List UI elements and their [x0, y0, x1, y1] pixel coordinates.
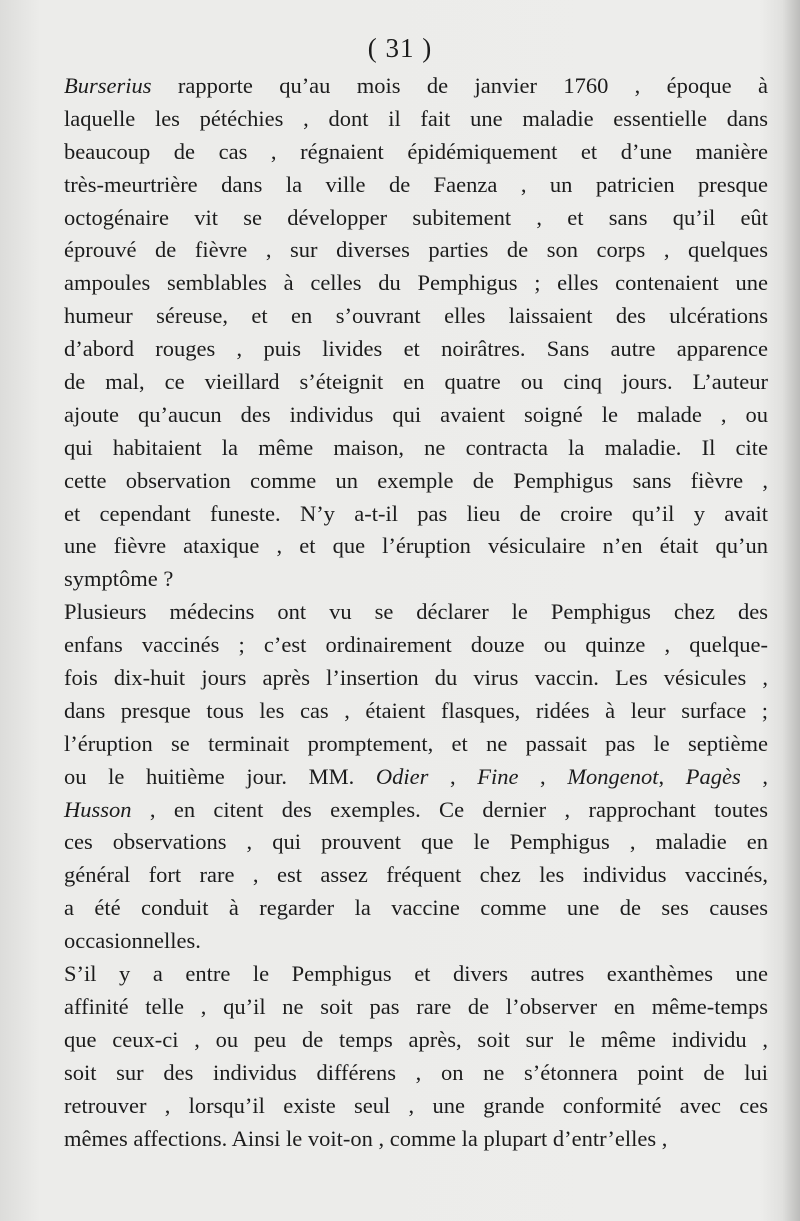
text-line	[64, 761, 768, 794]
page-number: ( 31 )	[367, 33, 433, 63]
text-segment: laquelle les pétéchies , dont il fait une maladie essentielle dans	[64, 105, 768, 131]
text-segment: mêmes affections. Ainsi le voit-on , comme la plupart d’entr’elles ,	[64, 1125, 668, 1151]
italic-name: Mongenot	[567, 763, 659, 789]
text-segment: éprouvé de fièvre , sur diverses parties de son corps , quelques	[64, 237, 768, 263]
text-segment: Plusieurs médecins ont vu se déclarer le Pemphigus chez des	[64, 599, 768, 625]
text-line	[64, 892, 768, 925]
text-segment: l’éruption se terminait promptement, et ne passait pas le septième	[64, 730, 768, 756]
italic-name: Pagès	[685, 763, 741, 789]
text-segment: occasionnelles.	[64, 928, 201, 954]
text-segment: ,	[740, 763, 769, 789]
text-line	[64, 958, 768, 991]
text-segment: enfans vaccinés ; c’est ordinairement douze ou quinze , quelque-	[64, 632, 768, 658]
italic-name: Burserius	[64, 73, 152, 98]
text-line	[64, 366, 768, 399]
text-line	[64, 136, 768, 169]
text-segment: et cependant funeste. N’y a-t-il pas lieu de croire qu’il y avait	[64, 500, 768, 526]
text-line	[64, 202, 768, 235]
text-line	[64, 267, 768, 300]
text-line	[64, 859, 768, 892]
text-segment: ,	[428, 763, 478, 789]
text-segment: ces observations , qui prouvent que le Pemphigus , maladie en	[64, 829, 768, 855]
text-segment: ,	[658, 763, 686, 789]
text-line	[64, 103, 768, 136]
text-line	[64, 991, 768, 1024]
text-segment: d’abord rouges , puis livides et noirâtres. Sans autre apparence	[64, 336, 768, 362]
text-segment: retrouver , lorsqu’il existe seul , une grande conformité avec ces	[64, 1092, 768, 1118]
text-segment: une fièvre ataxique , et que l’éruption vésiculaire n’en était qu’un	[64, 533, 768, 559]
text-segment: affinité telle , qu’il ne soit pas rare de l’observer en même-temps	[64, 993, 768, 1019]
text-line	[64, 1057, 768, 1090]
text-segment: a été conduit à regarder la vaccine comme une de ses causes	[64, 895, 768, 921]
italic-name: Fine	[477, 763, 519, 789]
text-segment: général fort rare , est assez fréquent chez les individus vaccinés,	[64, 862, 768, 888]
paragraph-3	[64, 958, 768, 1155]
text-line	[64, 169, 768, 202]
text-line	[64, 695, 768, 728]
text-line	[64, 498, 768, 531]
text-line	[64, 563, 768, 596]
text-line	[64, 333, 768, 366]
text-segment: ajoute qu’aucun des individus qui avaient soigné le malade , ou	[64, 401, 768, 427]
text-line	[64, 925, 768, 958]
text-segment: de mal, ce vieillard s’éteignit en quatre ou cinq jours. L’auteur	[64, 369, 768, 395]
text-segment: soit sur des individus différens , on ne s’étonnera point de lui	[64, 1059, 768, 1085]
text-segment: humeur séreuse, et en s’ouvrant elles laissaient des ulcérations	[64, 303, 768, 329]
text-line	[64, 629, 768, 662]
text-line	[64, 70, 768, 103]
text-line	[64, 662, 768, 695]
text-segment: dans presque tous les cas , étaient flasques, ridées à leur surface ;	[64, 697, 768, 723]
text-line	[64, 1090, 768, 1123]
text-line	[64, 826, 768, 859]
text-line	[64, 1024, 768, 1057]
text-segment: rapporte qu’au mois de janvier 1760 , époque à	[151, 73, 768, 98]
text-segment: très-meurtrière dans la ville de Faenza , un patricien presque	[64, 171, 768, 197]
paragraph-2	[64, 596, 768, 958]
text-line	[64, 234, 768, 267]
text-line	[64, 728, 768, 761]
text-segment: cette observation comme un exemple de Pemphigus sans fièvre ,	[64, 467, 768, 493]
text-line	[64, 596, 768, 629]
text-segment: ,	[518, 763, 568, 789]
text-segment: ampoules semblables à celles du Pemphigus ; elles contenaient une	[64, 270, 768, 296]
text-line	[64, 432, 768, 465]
body-text	[64, 70, 768, 1155]
page-edge-shadow	[782, 0, 800, 1221]
text-segment: symptôme ?	[64, 566, 174, 592]
text-line	[64, 399, 768, 432]
text-line	[64, 300, 768, 333]
text-line	[64, 1123, 768, 1156]
text-segment: octogénaire vit se développer subitement , et sans qu’il eût	[64, 204, 768, 230]
text-segment: qui habitaient la même maison, ne contracta la maladie. Il cite	[64, 434, 768, 460]
italic-name: Husson	[64, 796, 132, 822]
text-line	[64, 530, 768, 563]
text-segment: fois dix-huit jours après l’insertion du virus vaccin. Les vésicules ,	[64, 665, 768, 691]
italic-name: Odier	[375, 763, 429, 789]
text-line	[64, 794, 768, 827]
text-segment: beaucoup de cas , régnaient épidémiquement et d’une manière	[64, 138, 768, 164]
text-segment: S’il y a entre le Pemphigus et divers autres exanthèmes une	[64, 961, 768, 987]
paragraph-1	[64, 70, 768, 596]
text-segment: , en citent des exemples. Ce dernier , rapprochant toutes	[131, 796, 768, 822]
text-segment: que ceux-ci , ou peu de temps après, soit sur le même individu ,	[64, 1026, 768, 1052]
text-segment: ou le huitième jour. MM.	[64, 763, 376, 789]
text-line	[64, 465, 768, 498]
